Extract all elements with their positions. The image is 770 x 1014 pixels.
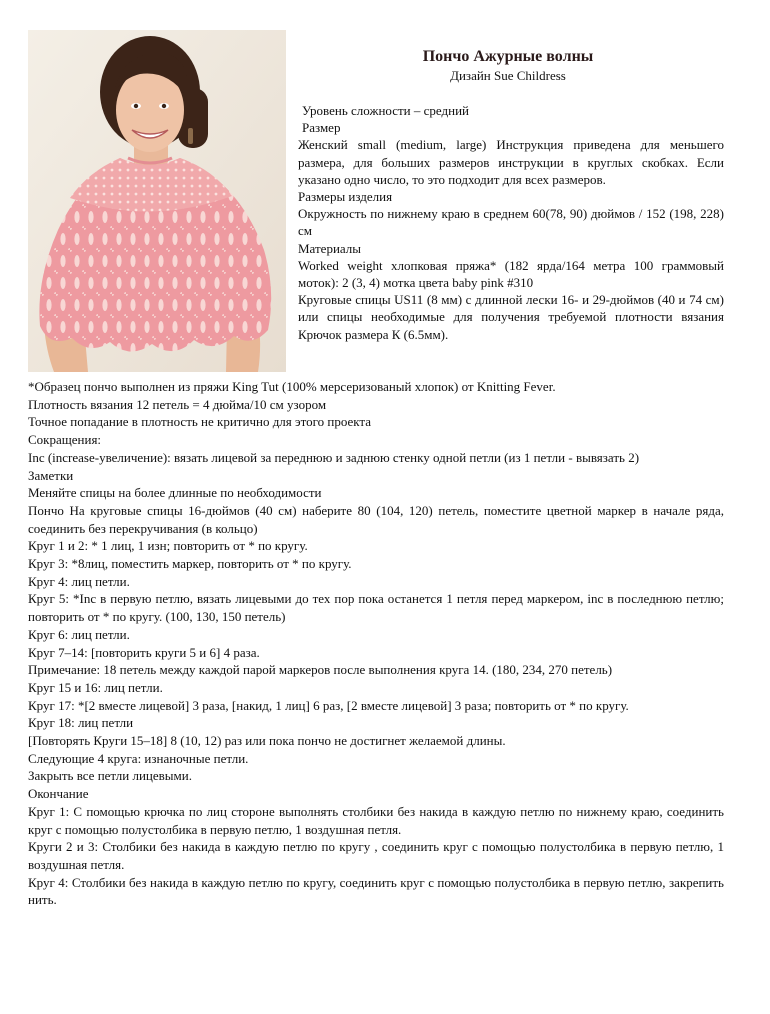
gauge-note: Точное попадание в плотность не критично для этого проекта (28, 414, 372, 430)
dimensions-text: Окружность по нижнему краю в среднем 60(78, 90) дюймов / 152 (198, 228) см (298, 206, 724, 239)
poncho-model-photo (28, 30, 286, 372)
notes-heading: Заметки (28, 467, 74, 483)
size-text: Женский small (medium, large) Инструкция приведена для меньшего размера, для больших размеров инструкции в круглых скобках. Если указано одно число, то это подходит для всех размеров. (298, 137, 724, 187)
intro-section (298, 102, 724, 343)
page-title: Пончо Ажурные волны (422, 48, 594, 65)
stitch-count-note: Примечание: 18 петель между каждой парой маркеров после выполнения круга 14. (180, 234, 270 петель) (28, 662, 613, 678)
round-5: Круг 5: *Inc в первую петлю, вязать лицевыми до тех пор пока останется 1 петля перед маркером, inc в последнюю петлю; повторить от * по кругу. (100, 130, 150 петель) (28, 591, 724, 625)
round-3: Круг 3: *8лиц, поместить маркер, повторить от * по кругу. (28, 556, 352, 572)
abbreviation-inc: Inc (increase-увеличение): вязать лицевой за переднюю и заднюю стенку одной петли (из 1 петли - вывязать 2) (28, 449, 640, 465)
materials-heading: Материалы (298, 240, 362, 256)
round-7-14: Круг 7–14: [повторить круги 5 и 6] 4 раза. (28, 644, 260, 660)
difficulty-level: Уровень сложности – средний (302, 103, 469, 118)
round-1-2: Круг 1 и 2: * 1 лиц, 1 изн; повторить от * по кругу. (28, 538, 308, 554)
purl-rounds: Следующие 4 круга: изнаночные петли. (28, 750, 249, 766)
needles-text: Круговые спицы US11 (8 мм) с длинной лески 16- и 29-дюймов (40 и 74 см) или спицы необходимые для получения требуемой плотности вязания Крючок размера К (6.5мм). (298, 292, 724, 342)
title-block (298, 48, 718, 84)
dimensions-heading: Размеры изделия (298, 189, 393, 205)
finishing-round-2-3: Круги 2 и 3: Столбики без накида в каждую петлю по кругу , соединить круг с помощью полустолбика в первую петлю, 1 воздушная петля. (28, 839, 724, 872)
yarn-text: Worked weight хлопковая пряжа* (182 ярда/164 метра 100 граммовый моток): 2 (3, 4) мотка цвета baby pink #310 (298, 257, 724, 291)
repeat-rounds: [Повторять Круги 15–18] 8 (10, 12) раз или пока пончо не достигнет желаемой длины. (28, 733, 506, 749)
abbreviations-heading: Сокращения: (28, 432, 102, 448)
designer-credit: Дизайн Sue Childress (450, 68, 566, 83)
round-4: Круг 4: лиц петли. (28, 573, 130, 589)
poncho-illustration (28, 30, 286, 372)
bind-off: Закрыть все петли лицевыми. (28, 768, 192, 784)
round-15-16: Круг 15 и 16: лиц петли. (28, 679, 163, 695)
gauge-text: Плотность вязания 12 петель = 4 дюйма/10 см узором (28, 396, 327, 412)
round-18: Круг 18: лиц петли (28, 715, 134, 731)
size-heading: Размер (302, 120, 341, 136)
finishing-round-1: Круг 1: С помощью крючка по лиц стороне выполнять столбики без накида в каждую петлю по нижнему краю, соединить круг с помощью полустолбика в первую петлю, 1 воздушная петля. (28, 803, 724, 837)
cast-on-text: Пончо На круговые спицы 16-дюймов (40 см) наберите 80 (104, 120) петель, поместите цветной маркер в начале ряда, соединить без перекручивания (в кольцо) (28, 502, 724, 536)
round-17: Круг 17: *[2 вместе лицевой] 3 раза, [накид, 1 лиц] 6 раз, [2 вместе лицевой] 3 раза; повторить от * по кругу. (28, 697, 629, 713)
finishing-heading: Окончание (28, 786, 89, 802)
notes-text: Меняйте спицы на более длинные по необходимости (28, 485, 322, 501)
yarn-note: *Образец пончо выполнен из пряжи King Tut (100% мерсеризованый хлопок) от Knitting Fever. (28, 379, 556, 394)
finishing-round-4: Круг 4: Столбики без накида в каждую петлю по кругу, соединить круг с помощью полустолбика в первую петлю, закрепить нить. (28, 874, 724, 908)
instructions-body (28, 378, 724, 909)
round-6: Круг 6: лиц петли. (28, 626, 130, 642)
